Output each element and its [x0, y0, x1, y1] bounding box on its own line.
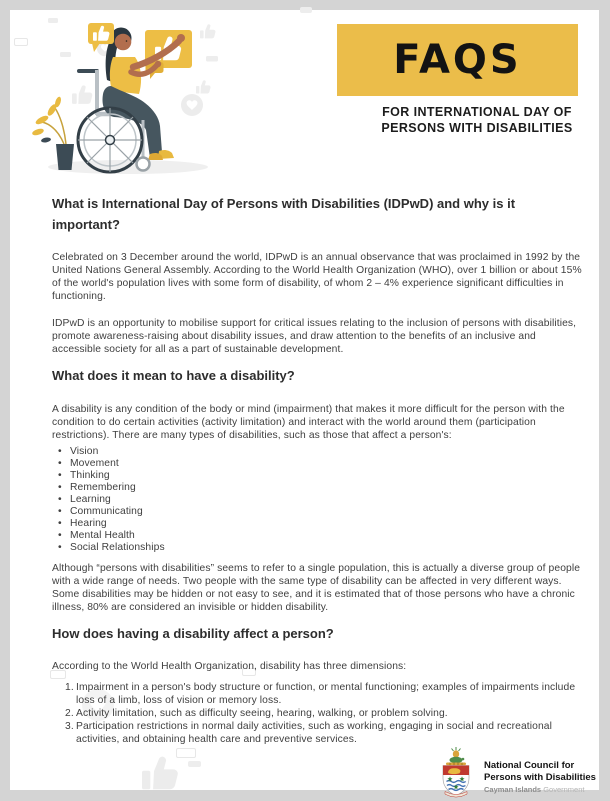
wheelchair-woman-illustration	[28, 16, 243, 176]
faqs-title: FAQS	[393, 37, 522, 83]
org-name-line-2: Persons with Disabilities	[484, 771, 596, 783]
banner-subtitle	[360, 105, 594, 136]
paragraph: According to the World Health Organization, disability has three dimensions:	[52, 661, 407, 672]
list-item: • Movement	[58, 458, 586, 470]
paragraph: A disability is any condition of the body or mind (impairment) that makes it more difficult for the person with the condition to do certain activities (activity limitation) and interact with the world around them (participation restrictions). There are many types of disabilities, such as those that affect a person's:	[52, 403, 565, 441]
section-heading-disability-effect: How does having a disability affect a person?	[52, 625, 334, 641]
decor-rectangle	[188, 761, 201, 767]
list-item: • Learning	[58, 494, 586, 506]
list-item: • Vision	[58, 446, 586, 458]
section-heading-idpwd: What is International Day of Persons with Disabilities (IDPwD) and why is it important?	[52, 196, 516, 232]
footer-logo	[437, 746, 596, 800]
list-item: • Social Relationships	[58, 542, 586, 554]
list-item: Activity limitation, such as difficulty seeing, hearing, walking, or problem solving.	[76, 708, 448, 719]
document-page	[10, 10, 599, 794]
cayman-islands-crest-icon	[437, 746, 475, 800]
list-item: • Remembering	[58, 482, 586, 494]
government-line	[484, 785, 596, 794]
list-item: • Communicating	[58, 506, 586, 518]
subtitle-line-1: FOR INTERNATIONAL DAY OF	[382, 105, 572, 119]
faqs-banner	[337, 24, 578, 96]
org-name-line-1: National Council for	[484, 760, 575, 771]
list-item: • Thinking	[58, 470, 586, 482]
paragraph: Celebrated on 3 December around the world, IDPwD is an annual observance that was proclaimed in 1992 by the United Nations General Assembly. According to the World Health Organization (WHO), over 1 billion or about 15% of the world's population lives with some form of disability, of whom 2 – 4% experience significant difficulties in functioning.	[52, 252, 582, 302]
thumbs-up-watermark-icon	[140, 754, 184, 794]
subtitle-line-2: PERSONS WITH DISABILITIES	[381, 120, 573, 135]
government-line-bold: Cayman Islands	[484, 785, 542, 794]
paragraph: IDPwD is an opportunity to mobilise support for critical issues relating to the inclusion of persons with disabilities, promote awareness-raising about disability issues, and draw attention to the benefits of an inclusive and accessible society for all as a part of sustainable development.	[52, 318, 577, 355]
list-item: • Hearing	[58, 518, 586, 530]
paragraph: Although “persons with disabilities” seems to refer to a single population, this is actually a diverse group of people with a wide range of needs. Two people with the same type of disability can be affected in very different ways. Some disabilities may be hidden or not easy to see, and it is estimated that of those persons who have a chronic illness, 80% are considered an invisible or hidden disability.	[52, 562, 581, 613]
footer-org-text	[484, 746, 596, 794]
list-item: Impairment in a person's body structure or function, or mental functioning; examples of impairments include loss of a limb, loss of vision or memory loss.	[76, 682, 576, 706]
list-item: Participation restrictions in normal daily activities, such as working, engaging in social and recreational activities, and obtaining health care and preventive services.	[76, 721, 553, 745]
decor-rectangle	[300, 7, 312, 13]
section-heading-disability-meaning: What does it mean to have a disability?	[52, 368, 295, 383]
document-body	[52, 194, 586, 746]
disability-types-list	[52, 446, 586, 554]
decor-rectangle	[14, 38, 28, 46]
government-line-light: Government	[543, 785, 585, 794]
list-item: • Mental Health	[58, 530, 586, 542]
dimensions-list	[65, 681, 586, 746]
